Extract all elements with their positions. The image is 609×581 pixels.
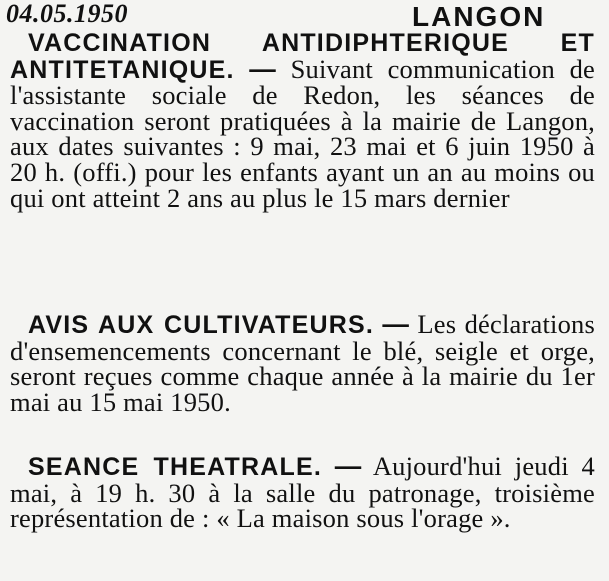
article-theatre <box>10 451 595 534</box>
article-cultivateurs <box>10 309 595 417</box>
article-separator: — <box>334 451 362 481</box>
article-body: Les déclarations d'ensemencements concernant le blé, seigle et orge, seront reçues comme chaque année à la mairie du 1er mai au 15 mai 1950. <box>10 309 595 417</box>
article-body: Suivant communication de l'assistante sociale de Redon, les séances de vaccination seront pratiquées à la mairie de Langon, aux dates suivantes : 9 mai, 23 mai et 6 juin 1950 à 20 h. (offi.) pour les enfants ayant un an au moins ou qui ont atteint 2 ans au plus le 15 mars dernier <box>10 53 596 213</box>
article-separator: — <box>249 53 276 84</box>
article-vaccination <box>10 30 595 211</box>
article-title: AVIS AUX CULTIVATEURS. <box>28 311 375 339</box>
article-body: Aujourd'hui jeudi 4 mai, à 19 h. 30 à la salle du patronage, troisième représentation de : « La maison sous l'orage ». <box>10 451 595 534</box>
date-stamp: 04.05.1950 <box>6 0 128 28</box>
article-separator: — <box>382 309 410 339</box>
article-title: SEANCE THEATRALE. <box>28 453 322 481</box>
article-title: VACCINATION ANTIDIPHTERIQUE ET ANTITETANIQUE. <box>10 29 595 84</box>
town-heading: LANGON <box>412 1 546 32</box>
